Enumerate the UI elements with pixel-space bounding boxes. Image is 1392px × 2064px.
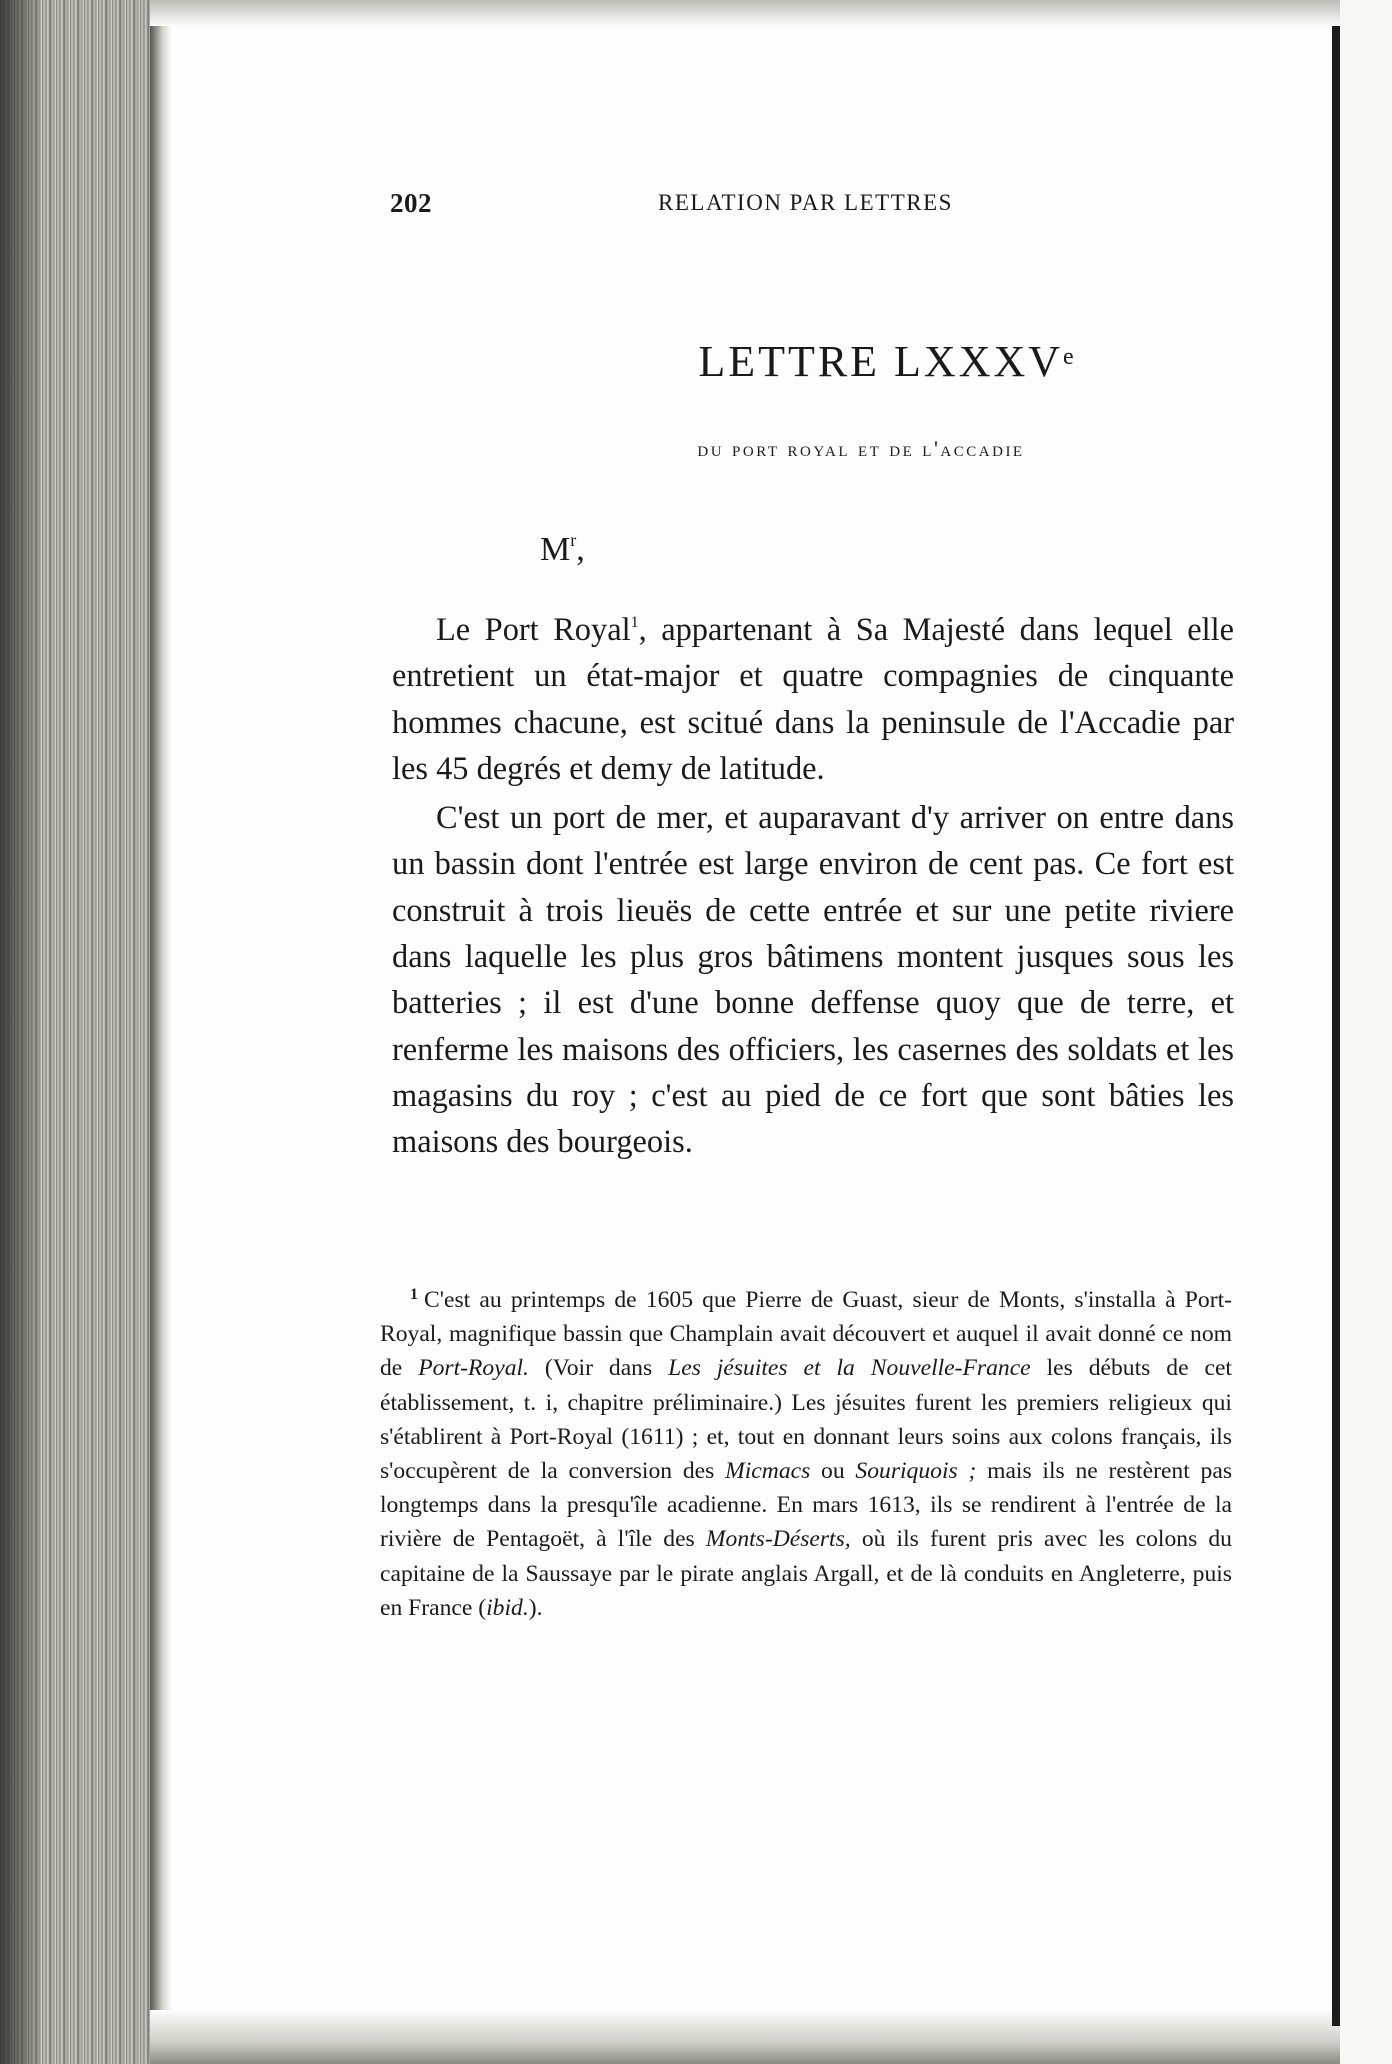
book-edge (0, 0, 165, 2064)
running-title: RELATION PAR LETTRES (658, 190, 953, 215)
letter-title (390, 336, 1242, 387)
gutter-shadow (150, 0, 172, 2064)
footnote-paragraph (380, 1278, 1232, 1625)
letter-body (392, 600, 1234, 1166)
page-number: 202 (390, 188, 432, 218)
footnote-text-7: ). (528, 1594, 543, 1621)
paragraph-1-start: Le Port Royal (436, 612, 631, 648)
footnote-text-6: où ils furent pris avec les colons du capitaine de la Saussaye par le pirate anglais Argall, et de là conduits en Angleterre, puis en France ( (380, 1526, 1232, 1621)
footnote-text-4: ou (810, 1458, 856, 1485)
footnote (380, 1278, 1232, 1625)
footnote-text-5: mais ils ne restèrent pas longtemps dans la presqu'île acadienne. En mars 1613, ils se rendirent à l'entrée de la rivière de Pentagoët, à l'île des (380, 1458, 1232, 1553)
letter-subtitle: du port royal et de l'accadie (697, 436, 1025, 461)
right-margin (1340, 0, 1392, 2064)
letter-title-superscript: e (1063, 344, 1074, 370)
footnote-text-2: (Voir dans (528, 1355, 669, 1382)
right-page-border (1332, 26, 1340, 2026)
footnote-text-3: les débuts de cet établissement, t. i, chapitre préliminaire.) Les jésuites furent les premiers religieux qui s'établirent à Port-Royal (1611) ; et, tout en donnant leurs soins aux colons français, ils s'occupèrent de la conversion des (380, 1355, 1232, 1485)
footnote-italic-3: Micmacs (725, 1458, 811, 1485)
body-paragraph-1 (392, 600, 1234, 792)
footnote-italic-5: Monts-Déserts, (705, 1526, 851, 1553)
footnote-mark: 1 (410, 1286, 418, 1303)
footnote-italic-1: Port-Royal. (418, 1355, 529, 1382)
bottom-edge-shadow (150, 2010, 1340, 2064)
salutation-superscript: r (570, 530, 577, 550)
footnote-text-1: C'est au printemps de 1605 que Pierre de Guast, sieur de Monts, s'installa à Port-Royal, magnifique bassin que Champlain avait découvert et auquel il avait donné ce nom de (380, 1287, 1232, 1382)
running-head (390, 188, 1320, 228)
letter-title-text: LETTRE LXXXV (698, 337, 1064, 386)
top-edge-shadow (150, 0, 1340, 26)
salutation-comma: , (576, 531, 585, 568)
footnote-reference: 1 (630, 614, 639, 631)
body-paragraph-2: C'est un port de mer, et auparavant d'y arriver on entre dans un bassin dont l'entrée est large environ de cent pas. Ce fort est construit à trois lieuës de cette entrée et sur une petite riviere dans laquelle les plus gros bâtimens montent jusques sous les batteries ; il est d'une bonne deffense quoy que de terre, et renferme les maisons des officiers, les casernes des soldats et les magasins du roy ; c'est au pied de ce fort que sont bâties les maisons des bourgeois. (392, 800, 1234, 1161)
footnote-italic-6: ibid. (486, 1594, 529, 1621)
footnote-italic-4: Souriquois ; (855, 1458, 977, 1485)
salutation (540, 530, 585, 569)
paragraph-1-rest: , appartenant à Sa Majesté dans lequel elle entretient un état-major et quatre compagnies de cinquante hommes chacune, est scitué dans la peninsule de l'Accadie par les 45 degrés et demy de latitude. (392, 612, 1234, 787)
footnote-italic-2: Les jésuites et la Nouvelle-France (668, 1355, 1031, 1382)
salutation-text: M (540, 531, 571, 568)
